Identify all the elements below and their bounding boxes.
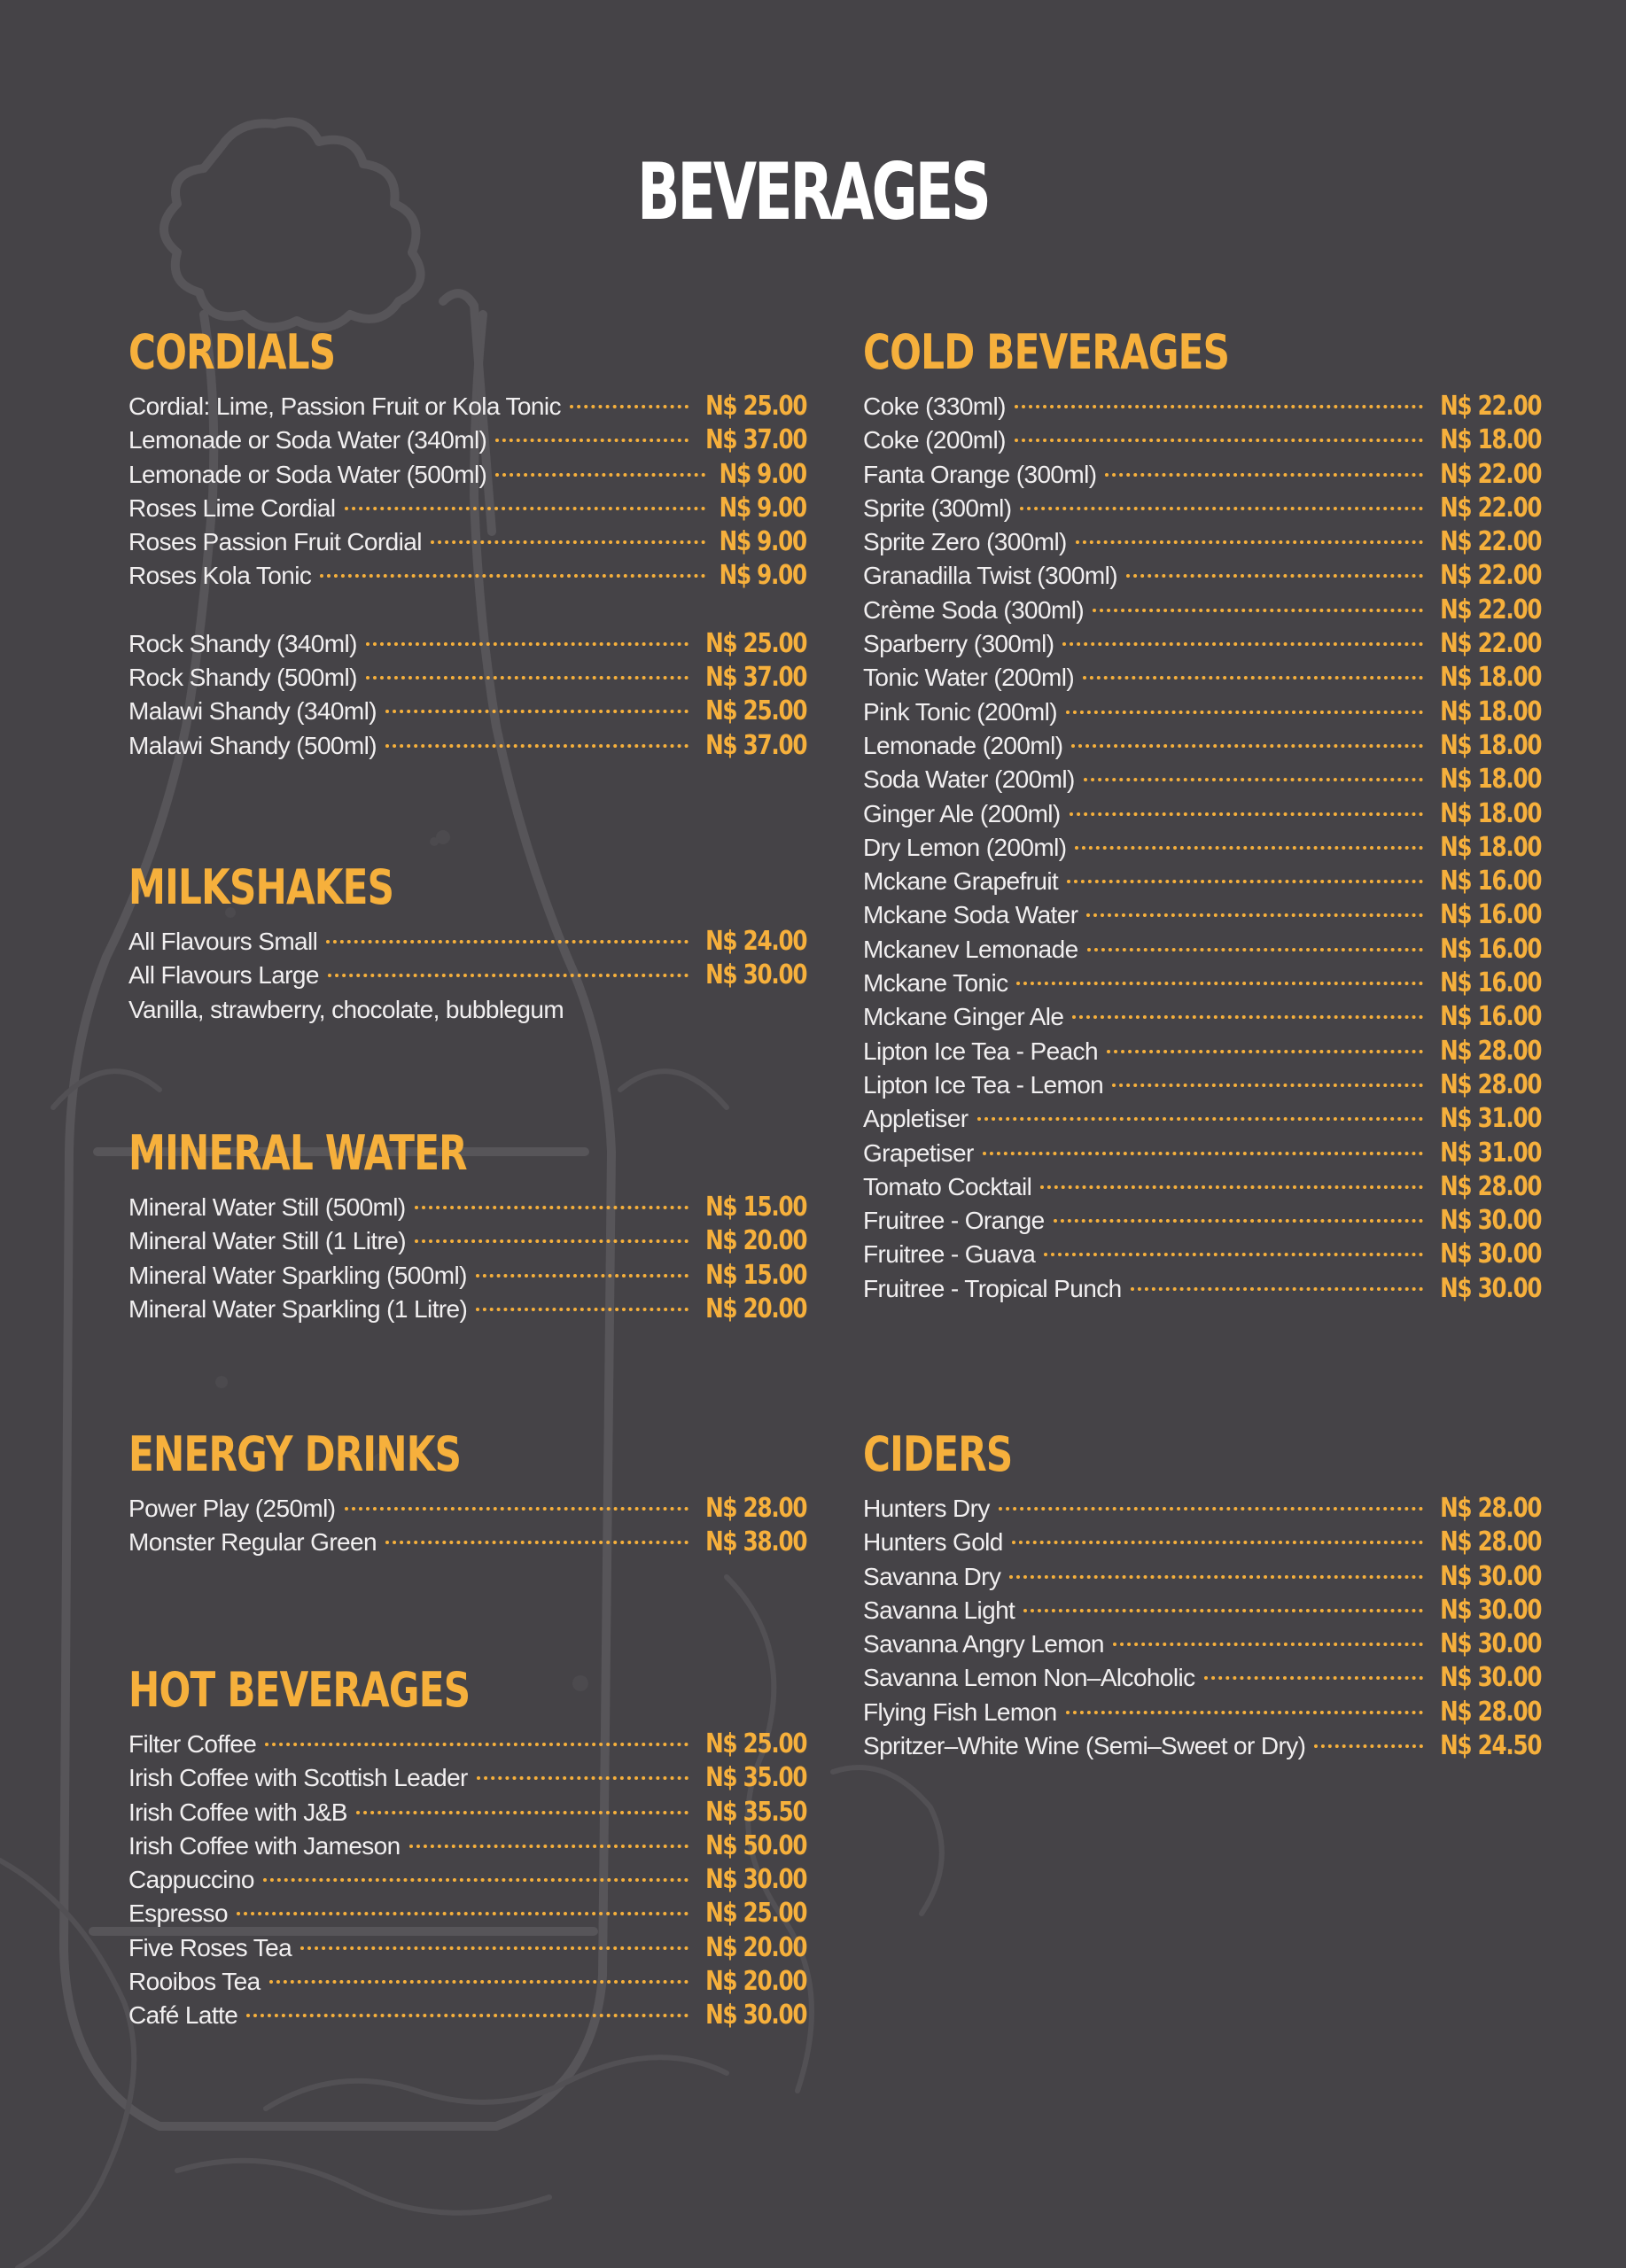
dotted-leader [495, 439, 688, 442]
item-price: N$ 38.00 [704, 1526, 806, 1558]
menu-item [128, 959, 806, 992]
item-price: N$ 28.00 [1439, 1493, 1541, 1524]
menu-item [863, 458, 1541, 492]
menu-item [128, 1829, 806, 1863]
item-name: Sprite (300ml) [863, 493, 1012, 522]
menu-item [863, 898, 1541, 932]
item-price: N$ 15.00 [704, 1192, 806, 1223]
dotted-leader [1084, 778, 1423, 781]
item-price: N$ 28.00 [1439, 1035, 1541, 1067]
menu-item [863, 1594, 1541, 1627]
item-price: N$ 30.00 [1439, 1205, 1541, 1237]
dotted-leader [1083, 676, 1423, 680]
dotted-leader [246, 2014, 688, 2017]
dotted-leader [476, 1274, 689, 1278]
item-name: Lemonade or Soda Water (340ml) [128, 426, 487, 454]
item-price: N$ 30.00 [704, 2000, 806, 2031]
page-title: BEVERAGES [637, 146, 989, 237]
item-name: Lipton Ice Tea - Lemon [863, 1070, 1104, 1099]
menu-item [128, 1931, 806, 1965]
item-name: Savanna Angry Lemon [863, 1630, 1104, 1658]
menu-item [128, 729, 806, 763]
menu-item [863, 1000, 1541, 1034]
item-price: N$ 9.00 [719, 526, 806, 558]
dotted-leader [1015, 405, 1423, 408]
menu-item [128, 423, 806, 457]
item-price: N$ 16.00 [1439, 933, 1541, 965]
item-price: N$ 30.00 [704, 1864, 806, 1896]
section-cordials [128, 326, 806, 763]
item-price: N$ 22.00 [1439, 458, 1541, 490]
menu-item [863, 661, 1541, 695]
dotted-leader [1009, 1575, 1422, 1579]
dotted-leader [983, 1152, 1423, 1155]
item-price: N$ 15.00 [704, 1259, 806, 1291]
section-mineral-water [128, 1127, 806, 1326]
menu-item [128, 925, 806, 959]
menu-item [128, 458, 806, 492]
menu-item [863, 627, 1541, 661]
item-price: N$ 30.00 [704, 959, 806, 991]
dotted-leader [385, 710, 689, 713]
item-price: N$ 20.00 [704, 1931, 806, 1963]
item-name: Roses Passion Fruit Cordial [128, 528, 422, 556]
section-heading-energy-drinks: ENERGY DRINKS [128, 1426, 462, 1482]
dotted-leader [1112, 1084, 1423, 1087]
item-name: Mckane Soda Water [863, 901, 1078, 929]
item-name: Dry Lemon (200ml) [863, 833, 1067, 861]
dotted-leader [1087, 948, 1423, 951]
menu-item [128, 1492, 806, 1526]
item-name: Malawi Shandy (500ml) [128, 731, 377, 759]
item-name: Lemonade (200ml) [863, 731, 1063, 759]
item-name: Monster Regular Green [128, 1528, 377, 1557]
dotted-leader [570, 405, 689, 408]
dotted-leader [431, 540, 705, 544]
section-heading-mineral-water: MINERAL WATER [128, 1125, 467, 1181]
item-name: Mineral Water Still (500ml) [128, 1193, 406, 1221]
item-name: Savanna Dry [863, 1562, 1001, 1590]
item-name: Ginger Ale (200ml) [863, 799, 1061, 827]
item-price: N$ 22.00 [1439, 560, 1541, 592]
menu-item [863, 729, 1541, 763]
menu-item [128, 1526, 806, 1559]
item-name: Irish Coffee with Scottish Leader [128, 1764, 468, 1792]
menu-item [863, 1526, 1541, 1559]
dotted-leader [1012, 1541, 1423, 1544]
item-price: N$ 16.00 [1439, 1001, 1541, 1033]
item-name: Flying Fish Lemon [863, 1697, 1057, 1726]
dotted-leader [263, 1878, 689, 1882]
item-price: N$ 28.00 [1439, 1526, 1541, 1558]
dotted-leader [300, 1946, 689, 1950]
menu-item [128, 1728, 806, 1761]
menu-list-hot-beverages [128, 1728, 806, 2033]
item-name: Lemonade or Soda Water (500ml) [128, 460, 487, 488]
item-name: Sprite Zero (300ml) [863, 528, 1067, 556]
item-price: N$ 25.00 [704, 1898, 806, 1930]
menu-item [863, 1627, 1541, 1661]
item-name: Mckane Ginger Ale [863, 1003, 1064, 1031]
item-price: N$ 35.50 [704, 1796, 806, 1828]
menu-item [863, 1272, 1541, 1306]
dotted-leader [1093, 609, 1423, 612]
dotted-leader [1107, 1050, 1423, 1053]
menu-item [863, 492, 1541, 525]
menu-item [128, 627, 806, 661]
item-price: N$ 50.00 [704, 1829, 806, 1861]
dotted-leader [1044, 1253, 1422, 1256]
menu-item [863, 1035, 1541, 1068]
item-price: N$ 18.00 [1439, 764, 1541, 796]
menu-item [128, 390, 806, 423]
item-price: N$ 31.00 [1439, 1103, 1541, 1135]
item-name: Irish Coffee with Jameson [128, 1831, 401, 1860]
item-price: N$ 16.00 [1439, 866, 1541, 897]
item-price: N$ 37.00 [704, 662, 806, 694]
menu-item [863, 1170, 1541, 1204]
dotted-leader [1126, 574, 1423, 578]
dotted-leader [356, 1811, 689, 1814]
item-price: N$ 18.00 [1439, 662, 1541, 694]
item-price: N$ 20.00 [704, 1966, 806, 1998]
dotted-leader [265, 1743, 688, 1746]
dotted-leader [237, 1912, 689, 1915]
item-name: Mckane Grapefruit [863, 867, 1059, 896]
dotted-leader [1113, 1643, 1423, 1646]
dotted-leader [320, 574, 705, 578]
item-name: Fruitree - Tropical Punch [863, 1274, 1122, 1302]
menu-item [863, 390, 1541, 423]
item-name: Fruitree - Guava [863, 1240, 1036, 1269]
item-price: N$ 9.00 [719, 458, 806, 490]
item-price: N$ 25.00 [704, 391, 806, 422]
item-name: Café Latte [128, 2001, 238, 2030]
item-name: All Flavours Large [128, 961, 319, 990]
item-name: Rock Shandy (500ml) [128, 664, 357, 692]
section-cold-beverages [863, 326, 1541, 1306]
item-price: N$ 16.00 [1439, 899, 1541, 931]
item-name: Coke (330ml) [863, 392, 1006, 420]
item-price: N$ 20.00 [704, 1225, 806, 1257]
menu-item [863, 423, 1541, 457]
item-name: Espresso [128, 1899, 228, 1928]
menu-item [863, 1696, 1541, 1729]
item-price: N$ 30.00 [1439, 1272, 1541, 1304]
item-name: Appletiser [863, 1105, 969, 1133]
item-price: N$ 22.00 [1439, 628, 1541, 660]
item-name: Grapetiser [863, 1138, 974, 1167]
item-name: Rooibos Tea [128, 1968, 261, 1996]
item-price: N$ 28.00 [1439, 1696, 1541, 1728]
item-price: N$ 18.00 [1439, 695, 1541, 727]
item-price: N$ 22.00 [1439, 526, 1541, 558]
menu-item [863, 1238, 1541, 1271]
item-name: Savanna Light [863, 1596, 1015, 1624]
item-name: Tomato Cocktail [863, 1172, 1032, 1200]
menu-item [128, 1259, 806, 1293]
dotted-leader [1072, 1015, 1422, 1019]
menu-item [128, 492, 806, 525]
item-price: N$ 28.00 [704, 1493, 806, 1524]
item-name: Sparberry (300ml) [863, 630, 1054, 658]
dotted-leader [977, 1117, 1423, 1121]
menu-item [128, 1863, 806, 1897]
item-price: N$ 9.00 [719, 492, 806, 524]
dotted-leader [1020, 507, 1422, 510]
item-name: Hunters Gold [863, 1528, 1003, 1557]
item-name: Cappuccino [128, 1866, 254, 1894]
section-heading-cordials: CORDIALS [128, 324, 336, 380]
menu-item [863, 1204, 1541, 1238]
item-price: N$ 25.00 [704, 695, 806, 727]
item-name: Fruitree - Orange [863, 1207, 1045, 1235]
item-name: Lipton Ice Tea - Peach [863, 1037, 1098, 1065]
item-price: N$ 22.00 [1439, 391, 1541, 422]
item-name: Mckane Tonic [863, 969, 1008, 998]
item-name: Roses Lime Cordial [128, 493, 336, 522]
item-price: N$ 22.00 [1439, 594, 1541, 625]
menu-item [128, 559, 806, 593]
item-price: N$ 18.00 [1439, 831, 1541, 863]
dotted-leader [1314, 1744, 1422, 1748]
item-price: N$ 20.00 [704, 1293, 806, 1324]
item-price: N$ 16.00 [1439, 967, 1541, 999]
item-name: Mineral Water Still (1 Litre) [128, 1227, 406, 1255]
menu-item [128, 1965, 806, 1999]
menu-item [863, 831, 1541, 865]
item-name: Tonic Water (200ml) [863, 664, 1075, 692]
section-hot-beverages [128, 1664, 806, 2033]
menu-item [863, 525, 1541, 559]
menu-list-shandies [128, 627, 806, 763]
menu-item [863, 1661, 1541, 1695]
dotted-leader [415, 1206, 689, 1209]
item-name: Roses Kola Tonic [128, 562, 312, 590]
menu-item [128, 695, 806, 728]
dotted-leader [415, 1239, 689, 1243]
dotted-leader [328, 974, 689, 977]
item-name: Coke (200ml) [863, 426, 1006, 454]
dotted-leader [1054, 1219, 1423, 1223]
dotted-leader [1086, 913, 1422, 917]
dotted-leader [1071, 744, 1422, 748]
menu-item [863, 1492, 1541, 1526]
milkshake-flavours-note: Vanilla, strawberry, chocolate, bubblegum [128, 995, 564, 1023]
item-name: All Flavours Small [128, 928, 318, 955]
dotted-leader [1023, 1609, 1422, 1612]
dotted-leader [345, 1507, 689, 1511]
item-name: Hunters Dry [863, 1495, 990, 1522]
item-name: Spritzer–White Wine (Semi–Sweet or Dry) [863, 1732, 1306, 1760]
dotted-leader [477, 1776, 689, 1780]
dotted-leader [1066, 1711, 1423, 1714]
menu-item [128, 1293, 806, 1326]
menu-item [863, 1137, 1541, 1170]
item-price: N$ 30.00 [1439, 1628, 1541, 1660]
item-price: N$ 18.00 [1439, 797, 1541, 829]
item-price: N$ 24.00 [704, 926, 806, 957]
section-heading-hot-beverages: HOT BEVERAGES [128, 1662, 471, 1718]
menu-item [863, 763, 1541, 796]
menu-list-ciders [863, 1492, 1541, 1763]
dotted-leader [409, 1845, 689, 1848]
section-heading-milkshakes: MILKSHAKES [128, 859, 394, 915]
dotted-leader [1070, 812, 1423, 816]
dotted-leader [1016, 982, 1422, 985]
menu-list-mineral-water [128, 1191, 806, 1326]
item-name: Mineral Water Sparkling (1 Litre) [128, 1294, 468, 1323]
dotted-leader [1075, 846, 1422, 850]
menu-item [863, 559, 1541, 593]
menu-item [863, 1729, 1541, 1763]
item-name: Malawi Shandy (340ml) [128, 697, 377, 726]
menu-item [863, 695, 1541, 729]
dotted-leader [1067, 880, 1423, 883]
item-name: Mineral Water Sparkling (500ml) [128, 1261, 467, 1289]
item-price: N$ 22.00 [1439, 492, 1541, 524]
menu-item [863, 933, 1541, 967]
menu-item [128, 1897, 806, 1930]
item-price: N$ 30.00 [1439, 1662, 1541, 1694]
menu-item [863, 1102, 1541, 1136]
item-price: N$ 37.00 [704, 729, 806, 761]
menu-list-milkshakes [128, 925, 806, 993]
dotted-leader [385, 744, 689, 748]
dotted-leader [1066, 711, 1423, 714]
item-name: Granadilla Twist (300ml) [863, 562, 1117, 590]
item-price: N$ 24.50 [1439, 1730, 1541, 1762]
item-name: Filter Coffee [128, 1730, 257, 1758]
menu-item [863, 1068, 1541, 1102]
section-heading-cold-beverages: COLD BEVERAGES [863, 324, 1230, 380]
menu-item [863, 594, 1541, 627]
dotted-leader [999, 1507, 1423, 1511]
item-price: N$ 28.00 [1439, 1068, 1541, 1100]
dotted-leader [476, 1308, 688, 1311]
section-ciders [863, 1428, 1541, 1763]
item-name: Pink Tonic (200ml) [863, 697, 1057, 726]
dotted-leader [1015, 439, 1423, 442]
menu-item [863, 967, 1541, 1000]
item-name: Five Roses Tea [128, 1933, 292, 1961]
dotted-leader [495, 473, 705, 477]
item-name: Soda Water (200ml) [863, 765, 1075, 794]
item-price: N$ 25.00 [704, 1728, 806, 1759]
dotted-leader [1040, 1185, 1422, 1189]
menu-item [128, 525, 806, 559]
item-name: Cordial: Lime, Passion Fruit or Kola Tonic [128, 392, 561, 420]
item-price: N$ 31.00 [1439, 1137, 1541, 1169]
group-spacer [128, 594, 806, 627]
item-price: N$ 25.00 [704, 627, 806, 659]
dotted-leader [366, 642, 689, 646]
item-price: N$ 30.00 [1439, 1594, 1541, 1626]
dotted-leader [1131, 1287, 1423, 1291]
item-price: N$ 30.00 [1439, 1560, 1541, 1592]
menu-list-cold-beverages [863, 390, 1541, 1306]
item-name: Mckanev Lemonade [863, 935, 1078, 963]
menu-item [128, 1999, 806, 2032]
item-price: N$ 37.00 [704, 424, 806, 456]
section-heading-ciders: CIDERS [863, 1426, 1013, 1482]
item-name: Fanta Orange (300ml) [863, 460, 1097, 488]
item-name: Irish Coffee with J&B [128, 1798, 347, 1826]
menu-item [863, 865, 1541, 898]
dotted-leader [366, 676, 689, 680]
dotted-leader [1062, 642, 1422, 646]
item-price: N$ 28.00 [1439, 1170, 1541, 1202]
item-price: N$ 18.00 [1439, 729, 1541, 761]
dotted-leader [345, 507, 706, 510]
section-milkshakes [128, 861, 806, 1027]
menu-item [128, 1191, 806, 1224]
item-price: N$ 35.00 [704, 1762, 806, 1794]
item-name: Crème Soda (300ml) [863, 595, 1085, 624]
dotted-leader [1076, 540, 1423, 544]
item-price: N$ 18.00 [1439, 424, 1541, 456]
dotted-leader [1105, 473, 1422, 477]
menu-item [128, 1796, 806, 1829]
item-name: Power Play (250ml) [128, 1495, 336, 1522]
item-name: Rock Shandy (340ml) [128, 629, 357, 657]
menu-item [128, 1224, 806, 1258]
menu-item [128, 661, 806, 695]
dotted-leader [269, 1980, 689, 1984]
item-price: N$ 9.00 [719, 560, 806, 592]
item-price: N$ 30.00 [1439, 1239, 1541, 1270]
menu-item [863, 1560, 1541, 1594]
item-name: Savanna Lemon Non–Alcoholic [863, 1664, 1195, 1692]
dotted-leader [326, 940, 688, 944]
menu-list-cordials [128, 390, 806, 594]
section-energy-drinks [128, 1428, 806, 1560]
dotted-leader [385, 1541, 689, 1544]
menu-item [863, 797, 1541, 831]
menu-list-energy-drinks [128, 1492, 806, 1560]
menu-item [128, 1761, 806, 1795]
dotted-leader [1204, 1676, 1423, 1680]
